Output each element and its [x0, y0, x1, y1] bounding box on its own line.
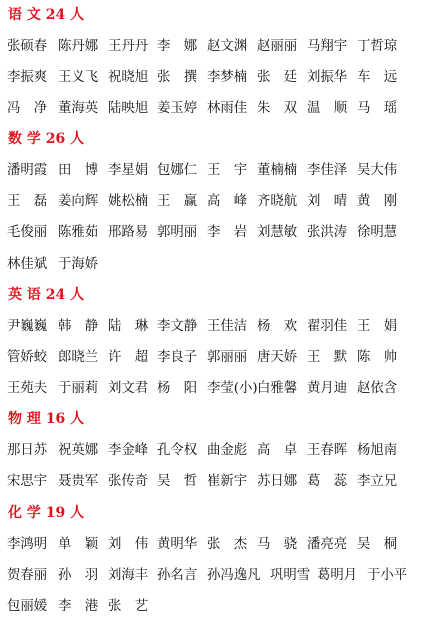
teacher-name: 姜玉婷	[157, 101, 198, 116]
name-row	[7, 255, 432, 275]
teacher-name: 王 磊	[7, 194, 48, 209]
teacher-name: 车 远	[357, 70, 398, 85]
teacher-name: 王 宇	[207, 163, 248, 178]
teacher-name: 李 岩	[207, 225, 248, 240]
teacher-name: 李 港	[58, 599, 99, 614]
teacher-name: 杨旭南	[357, 443, 398, 458]
teacher-name: 包娜仁	[157, 163, 198, 178]
teacher-name: 毛俊丽	[7, 225, 48, 240]
teacher-name: 高 卓	[257, 443, 298, 458]
teacher-name: 王 娟	[357, 319, 398, 334]
teacher-name: 杨 欢	[257, 319, 298, 334]
teacher-name: 赵文渊	[207, 39, 248, 54]
teacher-name: 宋思宇	[7, 474, 48, 489]
teacher-name: 李莹(小)	[207, 381, 258, 396]
name-row	[7, 223, 432, 243]
teacher-name: 张 撰	[157, 70, 198, 85]
name-row	[7, 566, 432, 586]
teacher-name: 姜向辉	[58, 194, 99, 209]
name-row	[7, 379, 432, 399]
section-heading-english: 英 语 24 人	[8, 287, 85, 303]
teacher-name: 刘振华	[307, 70, 348, 85]
teacher-name: 葛 蕊	[307, 474, 348, 489]
name-row	[7, 37, 432, 57]
teacher-name: 李立兄	[357, 474, 398, 489]
section-heading-chinese: 语 文 24 人	[8, 7, 85, 23]
teacher-name: 杨 阳	[157, 381, 198, 396]
teacher-name: 许 超	[108, 350, 149, 365]
teacher-name: 葛明月	[317, 568, 358, 583]
teacher-name: 丁哲琼	[357, 39, 398, 54]
section-heading-math: 数 学 26 人	[8, 131, 85, 147]
section-heading-chemistry: 化 学 19 人	[8, 505, 85, 521]
teacher-name: 黄明华	[157, 537, 198, 552]
teacher-name: 马翔宇	[307, 39, 348, 54]
teacher-name: 王丹丹	[108, 39, 149, 54]
name-row	[7, 472, 432, 492]
teacher-name: 陆映旭	[108, 101, 149, 116]
teacher-name: 马 瑶	[357, 101, 398, 116]
teacher-name: 于丽莉	[58, 381, 99, 396]
teacher-name: 刘海丰	[108, 568, 149, 583]
teacher-name: 那日苏	[7, 443, 48, 458]
teacher-name: 李良子	[157, 350, 198, 365]
teacher-name: 祝英娜	[58, 443, 99, 458]
teacher-name: 李鸿明	[7, 537, 48, 552]
teacher-name: 董海英	[58, 101, 99, 116]
teacher-name: 于海娇	[58, 257, 99, 272]
teacher-name: 赵依含	[357, 381, 398, 396]
teacher-name: 温 顺	[307, 101, 348, 116]
teacher-name: 赵丽丽	[257, 39, 298, 54]
teacher-name: 巩明雪	[270, 568, 311, 583]
teacher-name: 高 峰	[207, 194, 248, 209]
teacher-name: 董楠楠	[257, 163, 298, 178]
teacher-name: 郭明丽	[157, 225, 198, 240]
teacher-name: 张 杰	[207, 537, 248, 552]
name-row	[7, 317, 432, 337]
teacher-name: 李梦楠	[207, 70, 248, 85]
teacher-name: 尹巍巍	[7, 319, 48, 334]
teacher-name: 郎晓兰	[58, 350, 99, 365]
teacher-name: 王 赢	[157, 194, 198, 209]
teacher-name: 唐天娇	[257, 350, 298, 365]
teacher-name: 李文静	[157, 319, 198, 334]
teacher-name: 李金峰	[108, 443, 149, 458]
teacher-name: 刘慧敏	[257, 225, 298, 240]
teacher-name: 冯 净	[7, 101, 48, 116]
teacher-name: 郭丽丽	[207, 350, 248, 365]
name-row	[7, 441, 432, 461]
teacher-name: 管娇蛟	[7, 350, 48, 365]
name-row	[7, 535, 432, 555]
teacher-name: 张洪涛	[307, 225, 348, 240]
teacher-name: 王春晖	[307, 443, 348, 458]
teacher-name: 潘亮亮	[307, 537, 348, 552]
teacher-name: 陈丹娜	[58, 39, 99, 54]
teacher-name: 黄月迪	[307, 381, 348, 396]
name-row	[7, 192, 432, 212]
teacher-name: 包丽媛	[7, 599, 48, 614]
teacher-name: 于小平	[367, 568, 408, 583]
teacher-name: 吴大伟	[357, 163, 398, 178]
teacher-name: 马 骁	[257, 537, 298, 552]
teacher-name: 王 默	[307, 350, 348, 365]
teacher-name: 林雨佳	[207, 101, 248, 116]
name-row	[7, 161, 432, 181]
teacher-name: 单 颖	[58, 537, 99, 552]
teacher-name: 田 博	[58, 163, 99, 178]
teacher-name: 曲金彪	[207, 443, 248, 458]
teacher-name: 吴 桐	[357, 537, 398, 552]
section-heading-physics: 物 理 16 人	[8, 411, 85, 427]
teacher-name: 孔令权	[157, 443, 198, 458]
teacher-name: 聂贵军	[58, 474, 99, 489]
teacher-name: 邢路易	[108, 225, 149, 240]
name-row	[7, 348, 432, 368]
teacher-name: 黄 刚	[357, 194, 398, 209]
teacher-name: 王义飞	[58, 70, 99, 85]
teacher-name: 崔新宇	[207, 474, 248, 489]
teacher-name: 徐明慧	[357, 225, 398, 240]
teacher-name: 孙冯逸凡	[207, 568, 261, 583]
teacher-name: 陆 琳	[108, 319, 149, 334]
teacher-name: 翟羽佳	[307, 319, 348, 334]
teacher-name: 齐晓航	[257, 194, 298, 209]
teacher-name: 苏日娜	[257, 474, 298, 489]
teacher-name: 张 艺	[108, 599, 149, 614]
teacher-name: 李振爽	[7, 70, 48, 85]
teacher-name: 张传奇	[108, 474, 149, 489]
name-row	[7, 597, 432, 617]
teacher-name: 张硕春	[7, 39, 48, 54]
teacher-name: 韩 静	[58, 319, 99, 334]
teacher-name: 王苑夫	[7, 381, 48, 396]
teacher-name: 林佳斌	[7, 257, 48, 272]
teacher-name: 吴 哲	[157, 474, 198, 489]
name-row	[7, 99, 432, 119]
teacher-name: 潘明霞	[7, 163, 48, 178]
teacher-name: 刘 晴	[307, 194, 348, 209]
teacher-name: 王佳洁	[207, 319, 248, 334]
teacher-name: 贺春丽	[7, 568, 48, 583]
teacher-name: 李佳泽	[307, 163, 348, 178]
teacher-name: 姚松楠	[108, 194, 149, 209]
teacher-name: 刘 伟	[108, 537, 149, 552]
teacher-name: 张 廷	[257, 70, 298, 85]
teacher-name: 祝晓旭	[108, 70, 149, 85]
teacher-name: 朱 双	[257, 101, 298, 116]
name-row	[7, 68, 432, 88]
teacher-name: 陈雅茹	[58, 225, 99, 240]
teacher-name: 李 娜	[157, 39, 198, 54]
teacher-name: 孙名言	[157, 568, 198, 583]
teacher-name: 陈 帅	[357, 350, 398, 365]
teacher-name: 白雅馨	[257, 381, 298, 396]
teacher-name: 刘文君	[108, 381, 149, 396]
teacher-name: 孙 羽	[58, 568, 99, 583]
teacher-name: 李星娟	[108, 163, 149, 178]
